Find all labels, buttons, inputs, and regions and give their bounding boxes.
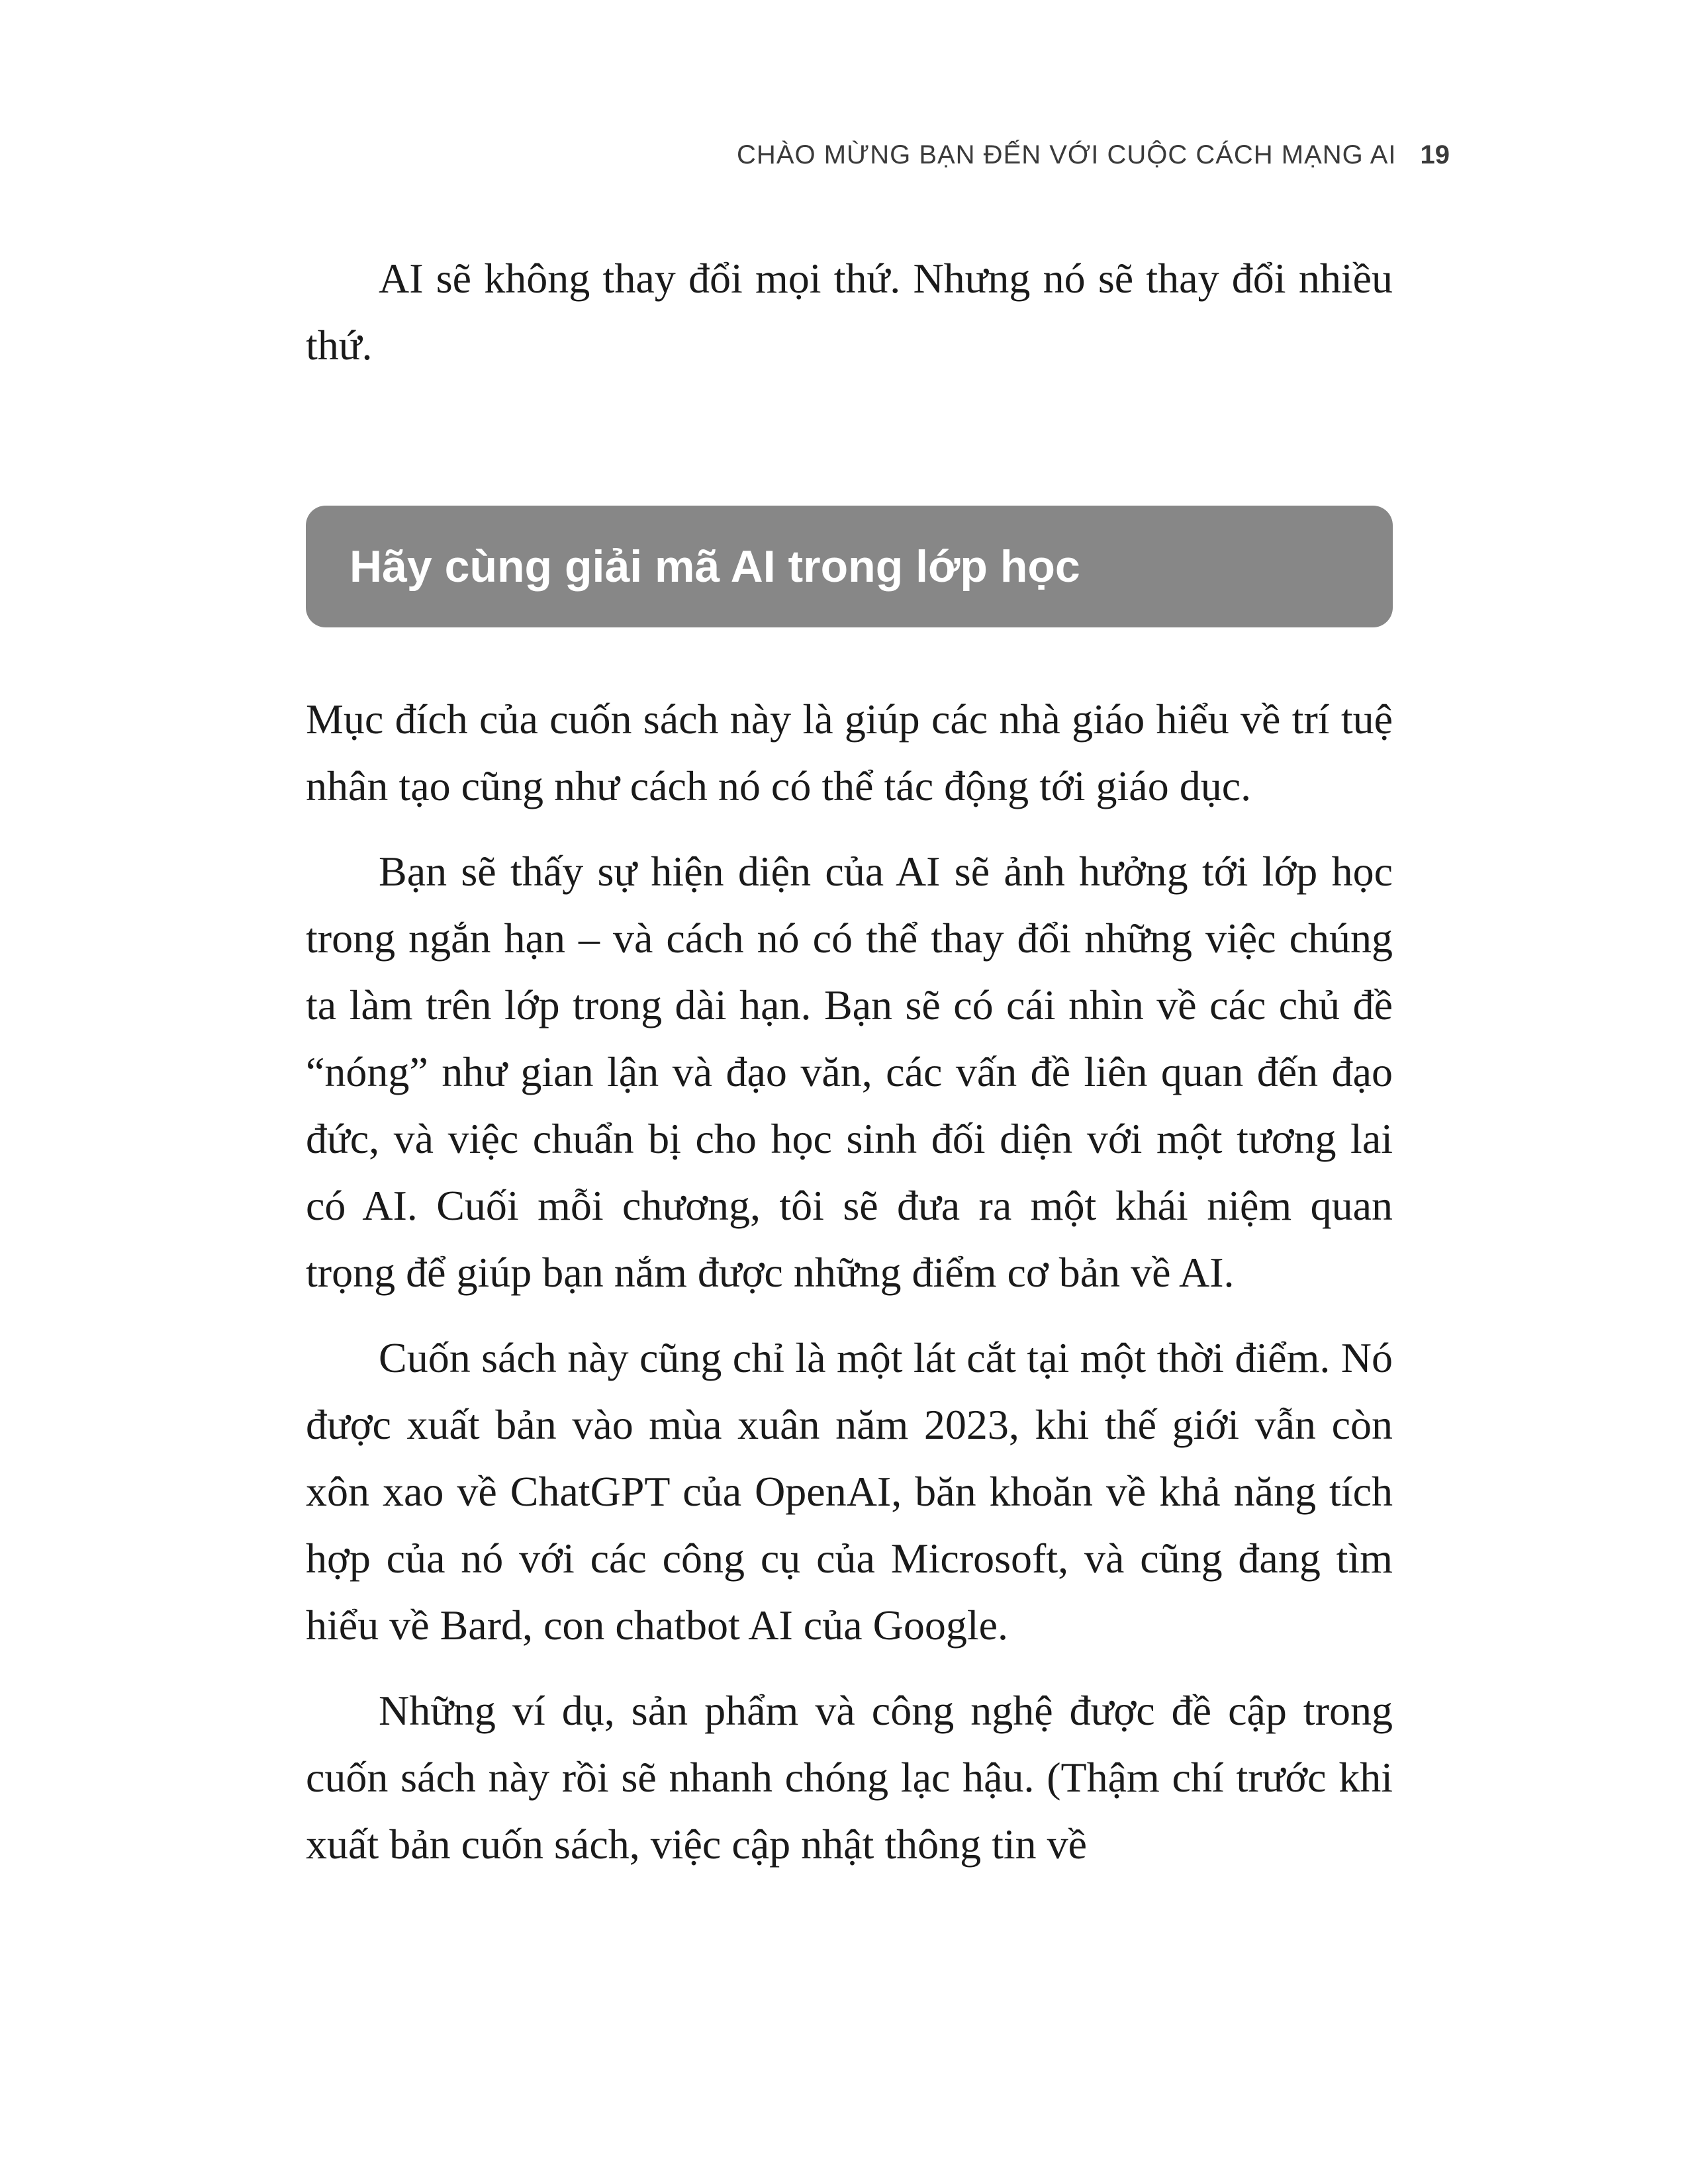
body-paragraph-2: Bạn sẽ thấy sự hiện diện của AI sẽ ảnh hưởng tới lớp học trong ngắn hạn – và cách nó có thể thay đổi những việc chúng ta làm trên lớp trong dài hạn. Bạn sẽ có cái nhìn về các chủ đề “nóng” như gian lận và đạo văn, các vấn đề liên quan đến đạo đức, và việc chuẩn bị cho học sinh đối diện với một tương lai có AI. Cuối mỗi chương, tôi sẽ đưa ra một khái niệm quan trọng để giúp bạn nắm được những điểm cơ bản về AI. [306,848,1393,1296]
page-body [306,245,1393,1878]
intro-paragraph: AI sẽ không thay đổi mọi thứ. Nhưng nó sẽ thay đổi nhiều thứ. [306,255,1393,369]
section-title: Hãy cùng giải mã AI trong lớp học [350,541,1080,592]
body-paragraph-3: Cuốn sách này cũng chỉ là một lát cắt tại một thời điểm. Nó được xuất bản vào mùa xuân năm 2023, khi thế giới vẫn còn xôn xao về ChatGPT của OpenAI, băn khoăn về khả năng tích hợp của nó với các công cụ của Microsoft, và cũng đang tìm hiểu về Bard, con chatbot AI của Google. [306,1334,1393,1649]
body-paragraph-4: Những ví dụ, sản phẩm và công nghệ được đề cập trong cuốn sách này rồi sẽ nhanh chóng lạc hậu. (Thậm chí trước khi xuất bản cuốn sách, việc cập nhật thông tin về [306,1687,1393,1868]
running-header [737,140,1450,170]
body-paragraph-1: Mục đích của cuốn sách này là giúp các nhà giáo hiểu về trí tuệ nhân tạo cũng như cách nó có thể tác động tới giáo dục. [306,696,1393,809]
running-title: CHÀO MỪNG BẠN ĐẾN VỚI CUỘC CÁCH MẠNG AI [737,140,1397,169]
section-heading-box [306,506,1393,627]
page-number: 19 [1420,140,1450,169]
